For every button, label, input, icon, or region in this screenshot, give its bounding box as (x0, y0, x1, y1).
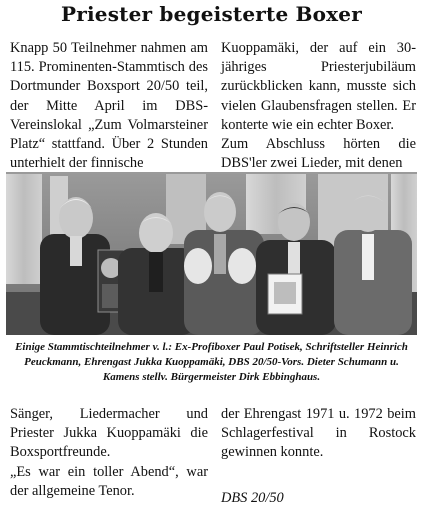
article-column-left-bottom (10, 405, 208, 501)
photo-caption: Einige Stammtischteilnehmer v. l.: Ex-Profiboxer Paul Potisek, Schriftsteller Heinrich Peuckmann, Ehrengast Jukka Kuoppamäki, DBS 20/50-Vors. Dieter Schumann u. Kamens stellv. Bürgermeister Dirk Ebbinghaus. (15, 341, 408, 383)
article-column-right-bottom (221, 405, 416, 508)
group-photo (6, 172, 417, 335)
paragraph-closing-songs: Zum Abschluss hörten die DBS'ler zwei Lieder, mit denen (221, 136, 416, 172)
article-column-right-top (221, 39, 416, 173)
paragraph-priest: Kuoppamäki, der auf ein 30-jähriges Priesterjubiläum zurückblicken kann, musste sich vielen Glaubensfragen stellen. Er konterte wie ein echter Boxer. (221, 40, 416, 133)
article-headline: Priester begeisterte Boxer (61, 2, 362, 26)
paragraph-quote: „Es war ein toller Abend“, war der allgemeine Tenor. (10, 463, 208, 499)
author-signature: DBS 20/50 (221, 489, 284, 506)
article-column-left-top (10, 39, 208, 173)
paragraph-singer: Sänger, Liedermacher und Priester Jukka Kuoppamäki die Boxsportfreunde. (10, 406, 208, 461)
paragraph-festival: der Ehrengast 1971 u. 1972 beim Schlagerfestival in Rostock gewinnen konnte. (221, 406, 416, 461)
paragraph-intro: Knapp 50 Teilnehmer nahmen am 115. Prominenten-Stammtisch des Dortmunder Boxsport 20/50 teil, der Mitte April im DBS-Vereinslokal „Zum Volmarsteiner Platz“ stattfand. Über 2 Stunden unterhielt der finnische (10, 40, 208, 172)
